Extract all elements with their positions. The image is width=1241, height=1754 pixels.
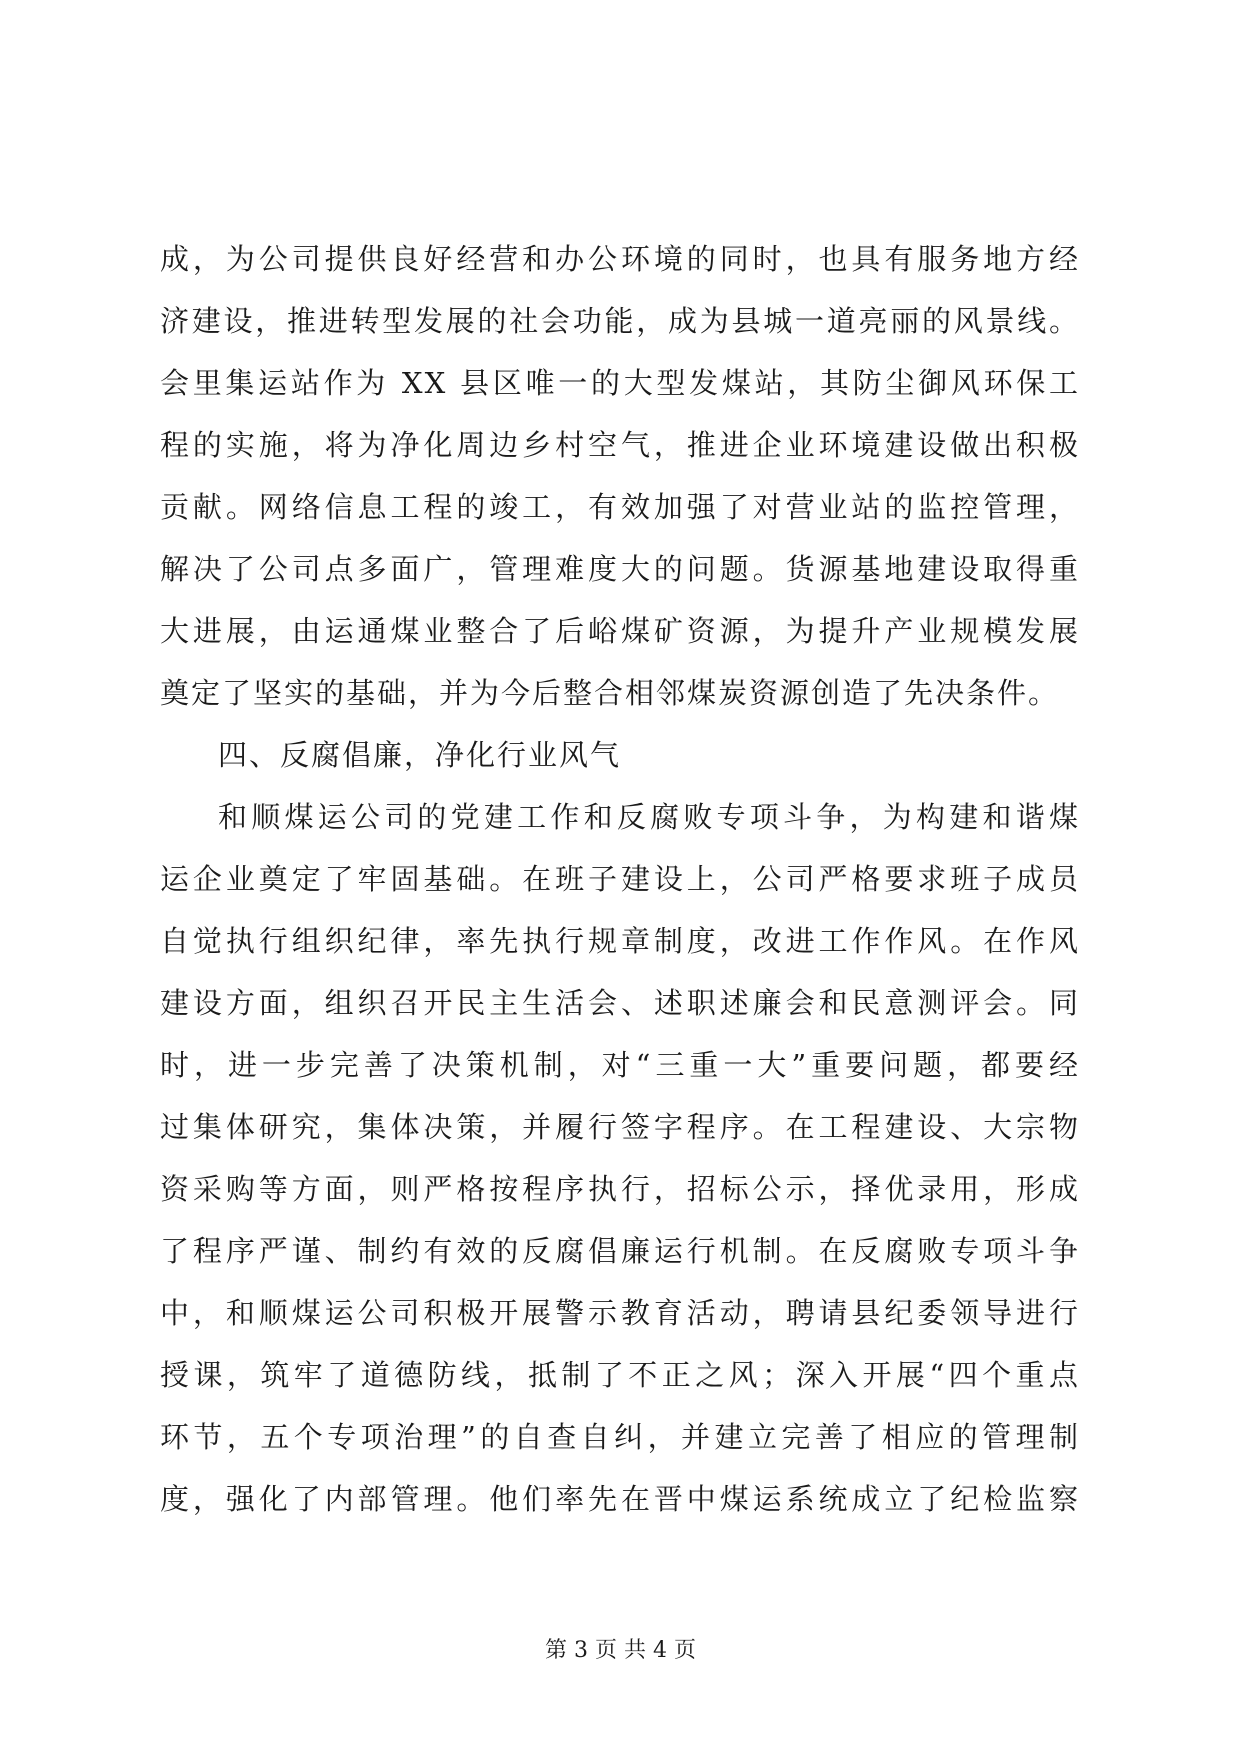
text-line: 建设方面，组织召开民主生活会、述职述廉会和民意测评会。同 <box>160 986 1080 1020</box>
text-line: 资采购等方面，则严格按程序执行，招标公示，择优录用，形成 <box>160 1172 1080 1206</box>
text-line: 自觉执行组织纪律，率先执行规章制度，改进工作作风。在作风 <box>160 924 1080 958</box>
text-line: 运企业奠定了牢固基础。在班子建设上，公司严格要求班子成员 <box>160 862 1080 896</box>
text-line: 授课，筑牢了道德防线，抵制了不正之风；深入开展“四个重点 <box>160 1358 1080 1392</box>
text-line: 时，进一步完善了决策机制，对“三重一大”重要问题，都要经 <box>160 1048 1080 1082</box>
text-line: 中，和顺煤运公司积极开展警示教育活动，聘请县纪委领导进行 <box>160 1296 1080 1330</box>
text-line: 济建设，推进转型发展的社会功能，成为县城一道亮丽的风景线。 <box>160 304 1080 338</box>
page-number-footer: 第 3 页 共 4 页 <box>545 1638 696 1663</box>
document-body <box>160 228 1080 1530</box>
text-line: 贡献。网络信息工程的竣工，有效加强了对营业站的监控管理， <box>160 490 1080 524</box>
text-line: 和顺煤运公司的党建工作和反腐败专项斗争，为构建和谐煤 <box>218 800 1080 834</box>
text-line: 过集体研究，集体决策，并履行签字程序。在工程建设、大宗物 <box>160 1110 1080 1144</box>
section-heading: 四、反腐倡廉，净化行业风气 <box>218 738 622 772</box>
text-line: 成，为公司提供良好经营和办公环境的同时，也具有服务地方经 <box>160 242 1080 276</box>
text-line: 程的实施，将为净化周边乡村空气，推进企业环境建设做出积极 <box>160 428 1080 462</box>
text-line: 环节，五个专项治理”的自查自纠，并建立完善了相应的管理制 <box>160 1420 1080 1454</box>
text-line: 了程序严谨、制约有效的反腐倡廉运行机制。在反腐败专项斗争 <box>160 1234 1080 1268</box>
text-line: 会里集运站作为 XX 县区唯一的大型发煤站，其防尘御风环保工 <box>160 366 1080 400</box>
text-line: 大进展，由运通煤业整合了后峪煤矿资源，为提升产业规模发展 <box>160 614 1080 648</box>
text-line: 度，强化了内部管理。他们率先在晋中煤运系统成立了纪检监察 <box>160 1482 1080 1516</box>
text-line: 解决了公司点多面广，管理难度大的问题。货源基地建设取得重 <box>160 552 1080 586</box>
text-line: 奠定了坚实的基础，并为今后整合相邻煤炭资源创造了先决条件。 <box>160 676 1060 710</box>
